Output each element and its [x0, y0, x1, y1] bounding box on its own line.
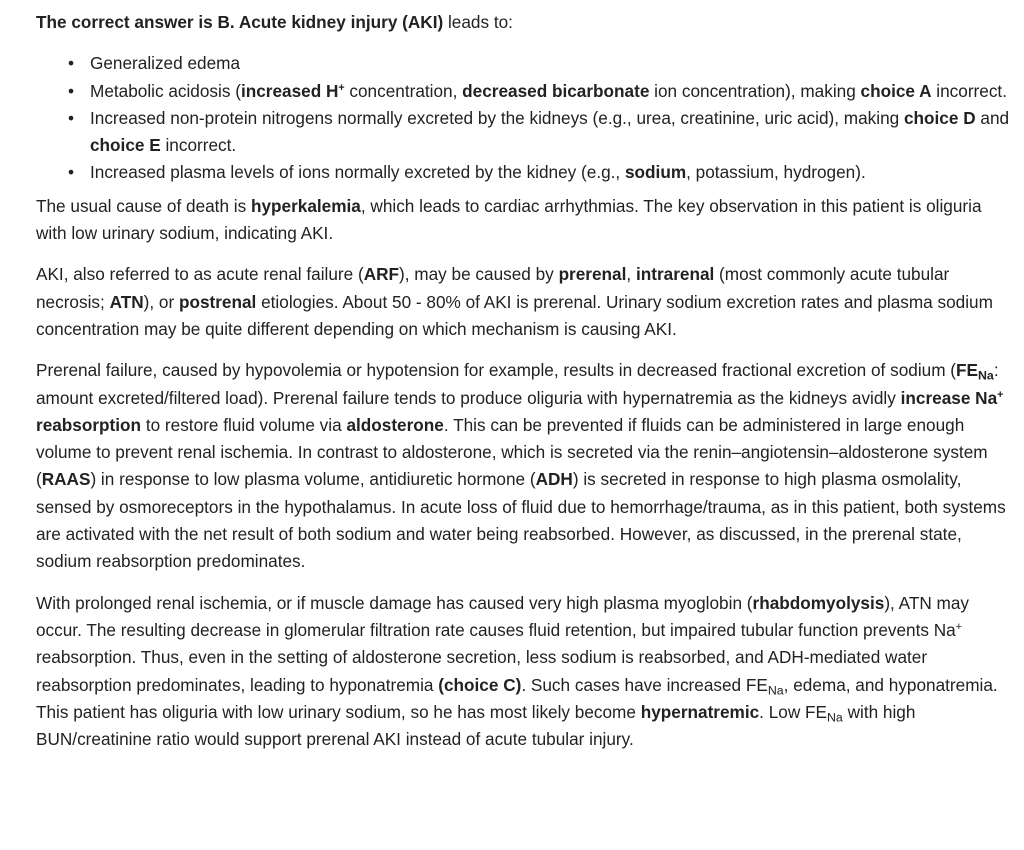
- explanation-content: [36, 9, 1011, 767]
- bullet-icon: •: [68, 53, 75, 74]
- list-item: • Metabolic acidosis (increased H+ concentration, decreased bicarbonate ion concentration), making choice A incorrect.: [90, 78, 1011, 105]
- choice-e-ref: choice E: [90, 135, 161, 156]
- paragraph-prerenal-failure: Prerenal failure, caused by hypovolemia or hypotension for example, results in decreased fractional excretion of sodium ($FE_{Na}$: amount excreted/filtered load). Prerenal failure tends to produce oliguria with hypernatremia as the kidneys avidly increase Na+ reabsorption to restore fluid volume via aldosterone. This can be prevented if fluids can be administered in large enough volume to prevent renal ischemia. In contrast to aldosterone, which is secreted via the renin–angiotensin–aldosterone system (RAAS) in response to low plasma volume, antidiuretic hormone (ADH) is secreted in response to high plasma osmolality, sensed by osmoreceptors in the hypothalamus. In acute loss of fluid due to hemorrhage/trauma, as in this patient, both systems are activated with the net result of both sodium and water being reabsorbed. However, as discussed, in the prerenal state, sodium reabsorption predominates.: [36, 360, 1006, 572]
- correct-answer-statement: The correct answer is B. Acute kidney injury (AKI): [36, 12, 444, 32]
- aki-effects-list: [36, 50, 1011, 186]
- choice-a-ref: choice A: [860, 80, 932, 101]
- answer-intro: The correct answer is B. Acute kidney injury (AKI) leads to:: [36, 12, 513, 32]
- choice-d-ref: choice D: [903, 107, 976, 128]
- bullet-icon: •: [68, 162, 75, 183]
- bullet-icon: •: [68, 80, 75, 101]
- choice-c-ref: (choice C): [438, 674, 522, 695]
- list-item: • Generalized edema: [90, 50, 1011, 77]
- paragraph-atn: With prolonged renal ischemia, or if muscle damage has caused very high plasma myoglobin (rhabdomyolysis), ATN may occur. The resulting decrease in glomerular filtration rate causes fluid retention, but impaired tubular function prevents Na+ reabsorption. Thus, even in the setting of aldosterone secretion, less sodium is reabsorbed, and ADH-mediated water reabsorption predominates, leading to hyponatremia (choice C). Such cases have increased $FE_{Na}$, edema, and hyponatremia. This patient has oliguria with low urinary sodium, so he has most likely become hypernatremic. Low $FE_{Na}$ with high BUN/creatinine ratio would support prerenal AKI instead of acute tubular injury.: [36, 592, 998, 750]
- bullet-icon: •: [68, 107, 75, 128]
- list-item: • Increased non-protein nitrogens normally excreted by the kidneys (e.g., urea, creatinine, uric acid), making choice D and choice E incorrect.: [90, 105, 1011, 160]
- paragraph-aki-etiologies: AKI, also referred to as acute renal failure (ARF), may be caused by prerenal, intrarenal (most commonly acute tubular necrosis; ATN), or postrenal etiologies. About 50 - 80% of AKI is prerenal. Urinary sodium excretion rates and plasma sodium concentration may be quite different depending on which mechanism is causing AKI.: [36, 264, 993, 339]
- paragraph-cause-of-death: The usual cause of death is hyperkalemia, which leads to cardiac arrhythmias. The key observation in this patient is oliguria with low urinary sodium, indicating AKI.: [36, 195, 982, 244]
- list-item: • Increased plasma levels of ions normally excreted by the kidney (e.g., sodium, potassium, hydrogen).: [90, 159, 1011, 186]
